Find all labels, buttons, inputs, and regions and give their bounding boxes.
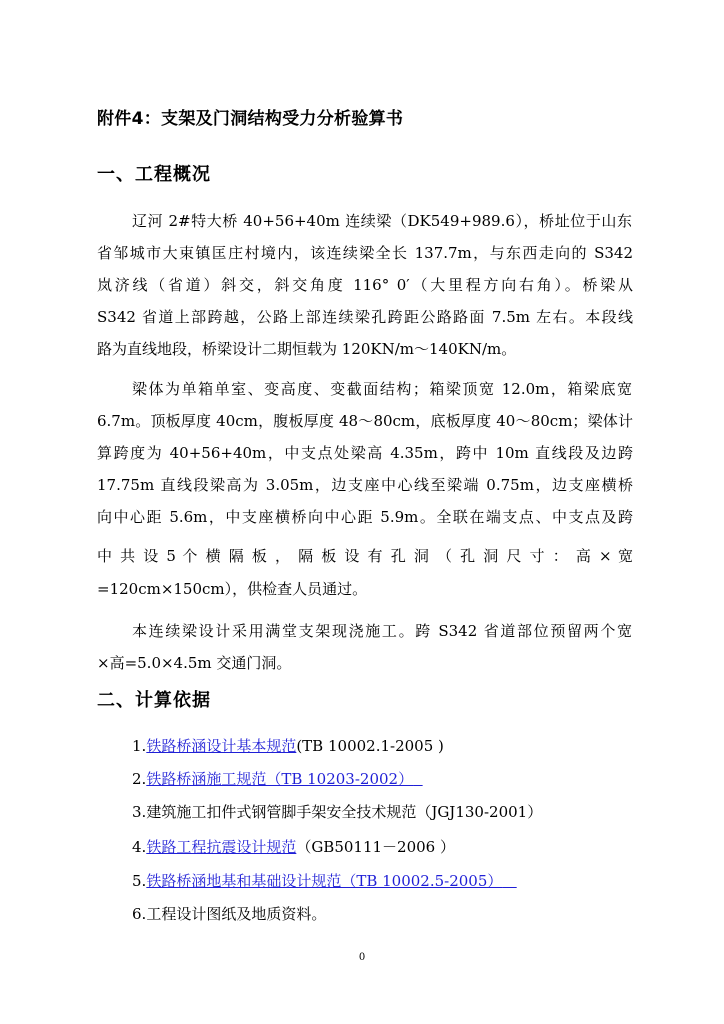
paragraph-line: 省邹城市大束镇匡庄村境内，该连续梁全长 137.7m，与东西走向的 S342: [97, 244, 633, 262]
reference-link[interactable]: 铁路桥涵设计基本规范: [146, 737, 297, 755]
paragraph-line: 梁体为单箱单室、变高度、变截面结构；箱梁顶宽 12.0m，箱梁底宽: [132, 380, 632, 398]
paragraph-line: 6.7m。顶板厚度 40cm，腹板厚度 48～80cm，底板厚度 40～80cm；梁体计: [97, 412, 633, 430]
paragraph-line: =120cm×150cm），供检查人员通过。: [97, 580, 368, 598]
section-heading-basis: 二、计算依据: [97, 690, 211, 711]
document-title: 附件4：支架及门洞结构受力分析验算书: [97, 109, 404, 129]
link-underline-tail: [502, 870, 516, 892]
reference-item: [132, 735, 444, 757]
reference-link[interactable]: 铁路桥涵地基和基础设计规范（TB 10002.5-2005）: [146, 872, 503, 890]
paragraph-line: 17.75m 直线段梁高为 3.05m，边支座中心线至梁端 0.75m，边支座横桥: [97, 476, 633, 494]
reference-number: 4.: [132, 838, 147, 856]
section-heading-overview: 一、工程概况: [97, 164, 211, 185]
paragraph-line: ×高=5.0×4.5m 交通门洞。: [97, 654, 292, 672]
reference-item: [132, 870, 517, 892]
reference-number: 1.: [132, 737, 147, 755]
paragraph-line: 辽河 2#特大桥 40+56+40m 连续梁（DK549+989.6），桥址位于山东: [132, 212, 632, 230]
paragraph-line: 岚济线（省道）斜交，斜交角度 116° 0′（大里程方向右角）。桥梁从: [97, 276, 633, 294]
reference-item: [132, 836, 455, 858]
reference-text: 工程设计图纸及地质资料。: [146, 905, 327, 923]
reference-text: 建筑施工扣件式钢管脚手架安全技术规范（JGJ130-2001）: [146, 803, 543, 821]
reference-link[interactable]: 铁路工程抗震设计规范: [146, 838, 297, 856]
reference-code: (TB 10002.1-2005 ): [296, 737, 444, 755]
page-number: 0: [358, 952, 366, 963]
link-underline-tail: [413, 768, 423, 790]
reference-link[interactable]: 铁路桥涵施工规范（TB 10203-2002）: [146, 770, 414, 788]
paragraph-line: 算跨度为 40+56+40m，中支点处梁高 4.35m，跨中 10m 直线段及边跨: [97, 444, 633, 462]
paragraph-line: 中 共 设 5 个 横 隔 板 ， 隔 板 设 有 孔 洞 （ 孔 洞 尺 寸 ： 高 × 宽: [97, 547, 633, 565]
reference-code: （GB50111－2006 ）: [296, 838, 455, 856]
reference-number: 5.: [132, 872, 147, 890]
paragraph-line: S342 省道上部跨越，公路上部连续梁孔跨距公路路面 7.5m 左右。本段线: [97, 308, 633, 326]
reference-number: 3.: [132, 803, 147, 821]
reference-number: 6.: [132, 905, 147, 923]
reference-number: 2.: [132, 770, 147, 788]
reference-item: [132, 801, 542, 823]
paragraph-line: 向中心距 5.6m，中支座横桥向中心距 5.9m。全联在端支点、中支点及跨: [97, 508, 633, 526]
reference-item: [132, 903, 326, 925]
reference-item: [132, 768, 423, 790]
paragraph-line: 本连续梁设计采用满堂支架现浇施工。跨 S342 省道部位预留两个宽: [132, 622, 632, 640]
paragraph-line: 路为直线地段，桥梁设计二期恒载为 120KN/m～140KN/m。: [97, 340, 517, 358]
